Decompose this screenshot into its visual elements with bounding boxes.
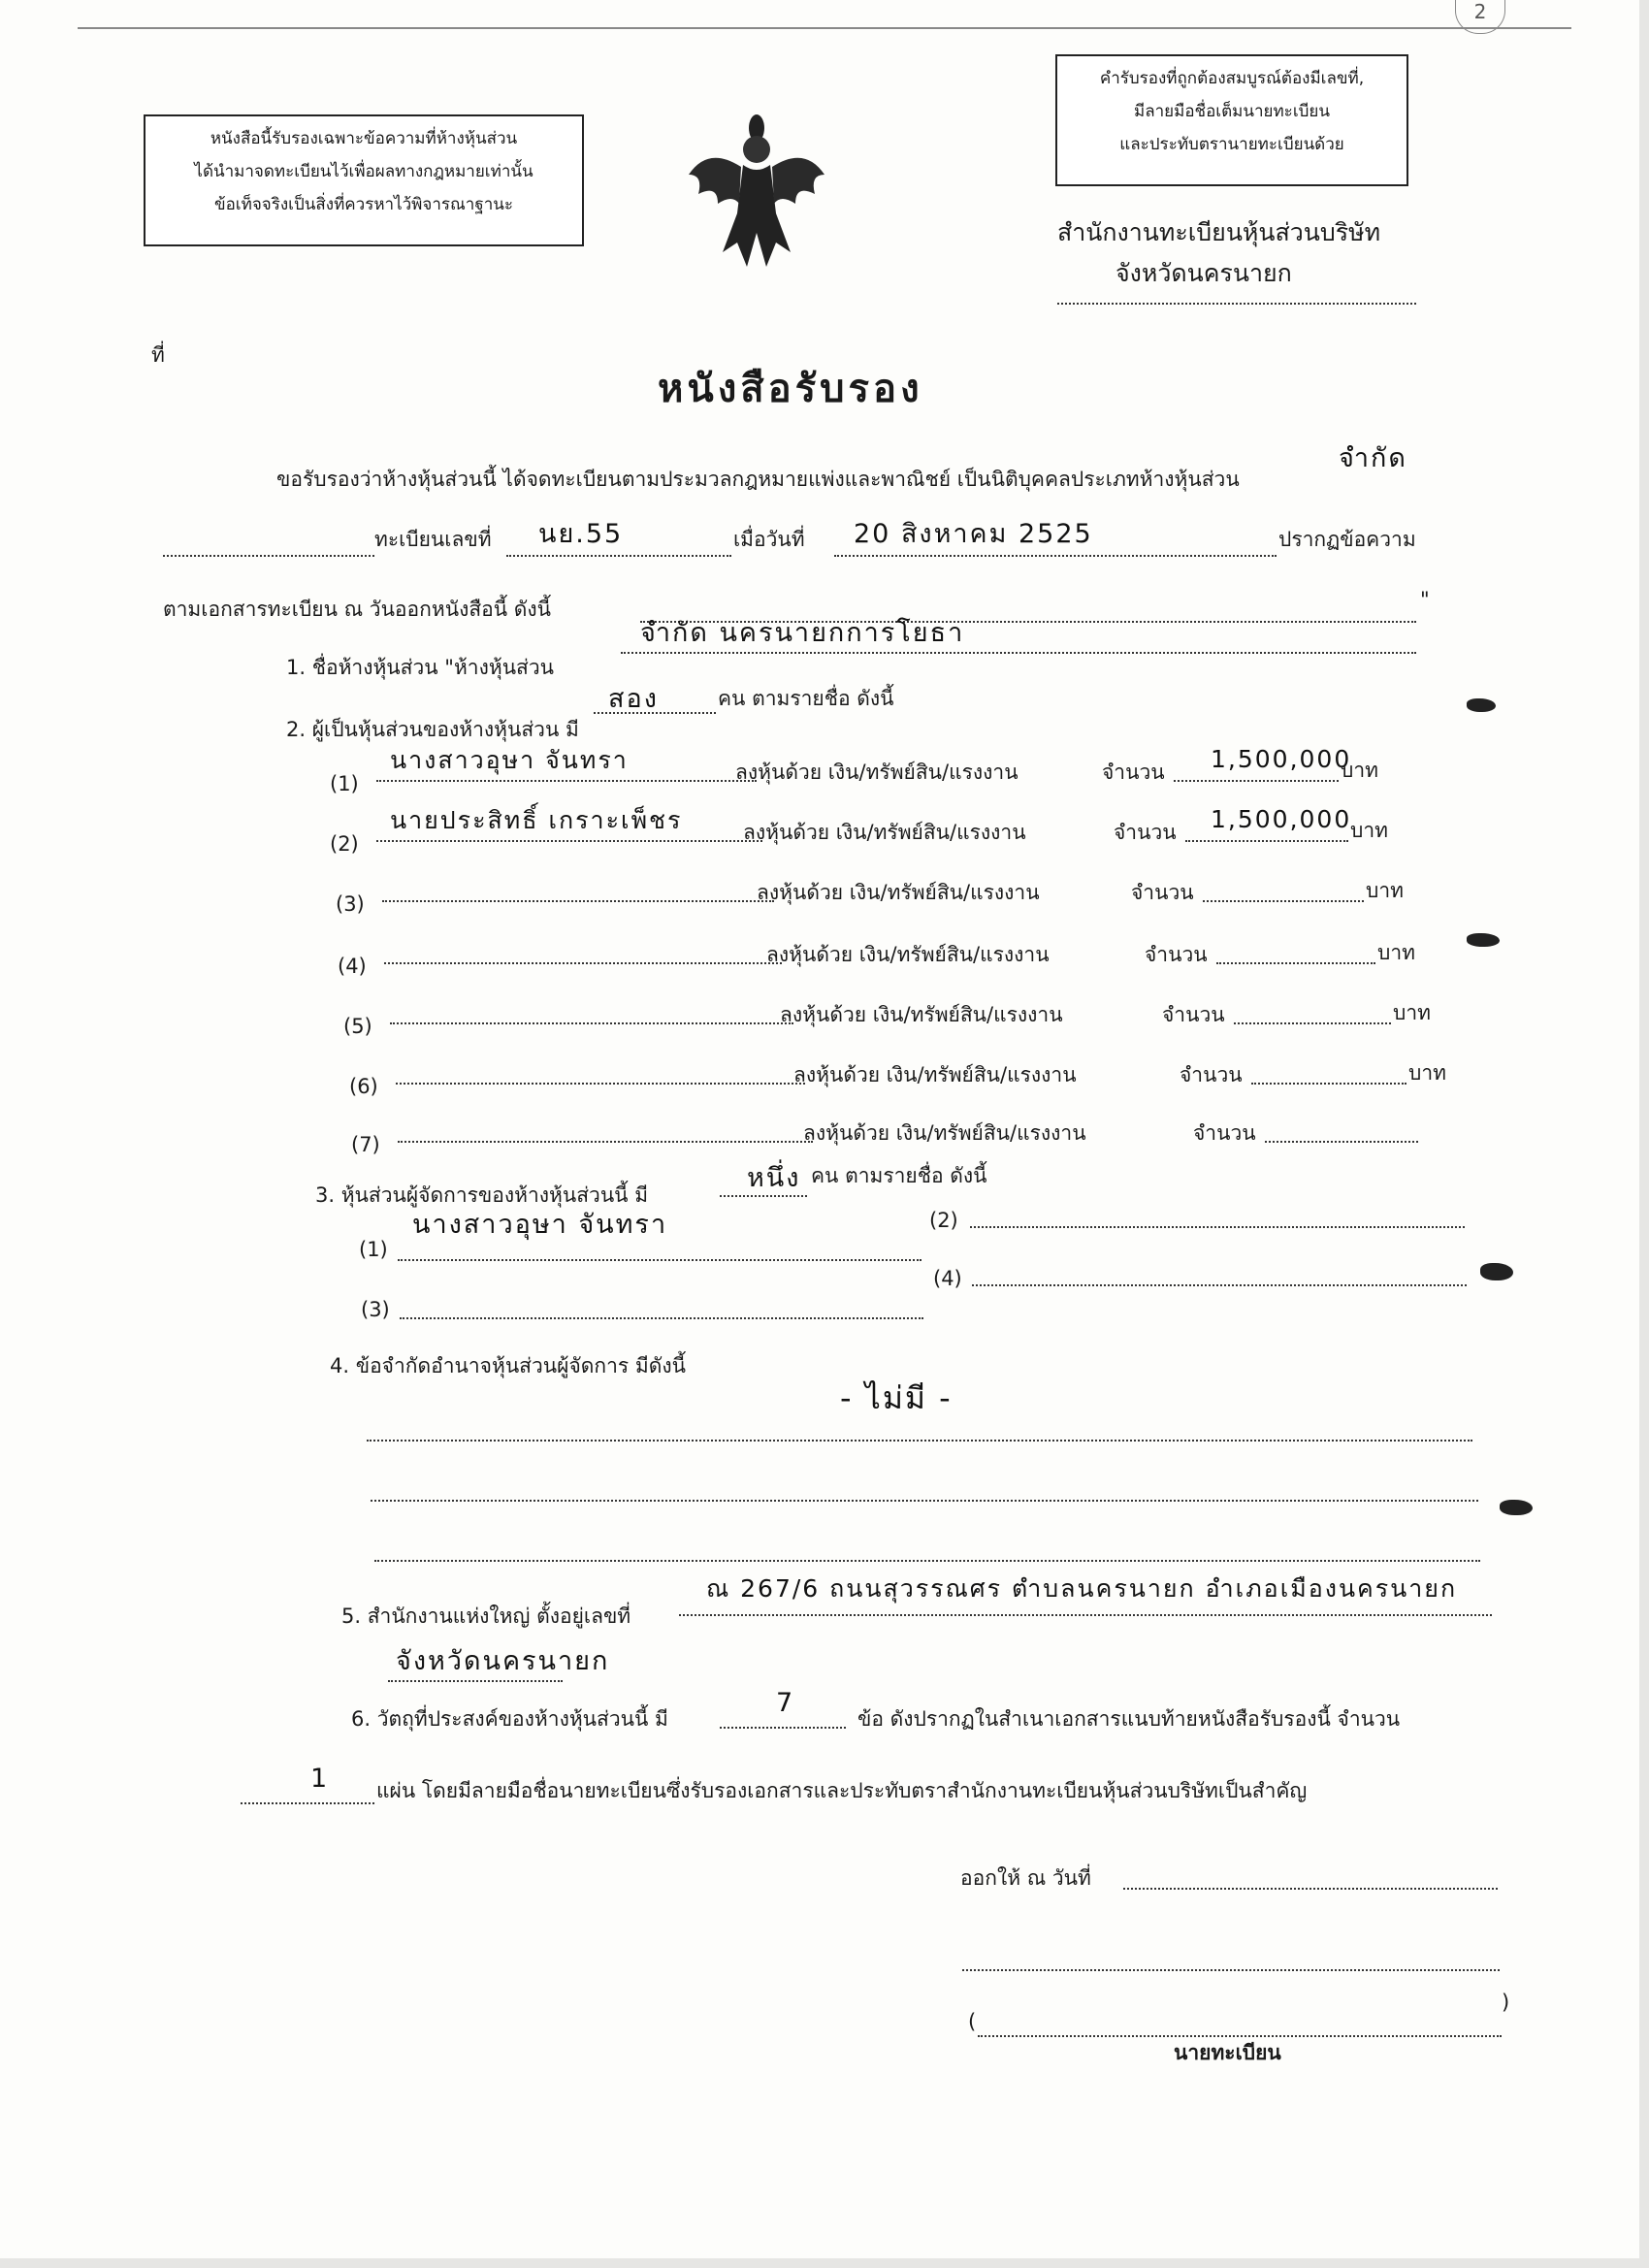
partner-count-dots — [594, 712, 716, 714]
validity-line-2: มีลายมือชื่อเต็มนายทะเบียน — [1134, 102, 1330, 121]
partner-6-invest: ลงหุ้นด้วย เงิน/ทรัพย์สิน/แรงงาน — [793, 1063, 1077, 1086]
scan-edge-right — [1639, 0, 1649, 2268]
partner-3-baht: บาท — [1366, 879, 1404, 902]
signatory-paren-close: ) — [1502, 1991, 1510, 2014]
partner-3-amount-dots — [1203, 900, 1364, 902]
manager-1-dots — [398, 1259, 922, 1261]
document-number-label: ที่ — [151, 343, 165, 367]
appear-text-label: ปรากฏข้อความ — [1278, 528, 1416, 551]
partner-7-name-dots — [398, 1141, 813, 1143]
manager-4-num: (4) — [933, 1267, 962, 1290]
partner-count-value: สอง — [608, 684, 659, 714]
registration-number-value: นย.55 — [538, 519, 624, 549]
partner-2-amount-label: จำนวน — [1114, 821, 1177, 844]
scan-smudge — [1467, 698, 1496, 712]
corner-page-mark: 2 — [1455, 0, 1505, 34]
partner-6-amount-label: จำนวน — [1180, 1063, 1243, 1086]
intro-text: ขอรับรองว่าห้างหุ้นส่วนนี้ ได้จดทะเบียนตามประมวลกฎหมายแพ่งและพาณิชย์ เป็นนิติบุคคลประเภทห้างหุ้นส่วน — [276, 468, 1240, 491]
registration-label: ทะเบียนเลขที่ — [374, 528, 492, 551]
attached-pages-dots — [241, 1802, 374, 1804]
document-title: หนังสือรับรอง — [658, 367, 923, 411]
item4-label: 4. ข้อจำกัดอำนาจหุ้นส่วนผู้จัดการ มีดังนี้ — [330, 1354, 686, 1377]
partner-1-baht: บาท — [1341, 759, 1378, 782]
scan-edge-bottom — [0, 2258, 1649, 2268]
close-quote: " — [1420, 588, 1430, 611]
scan-top-line — [78, 27, 1571, 29]
item2-suffix: คน ตามรายชื่อ ดังนี้ — [718, 687, 894, 710]
validity-line-1: คำรับรองที่ถูกต้องสมบูรณ์ต้องมีเลขที่, — [1099, 69, 1365, 88]
objectives-count-dots — [720, 1727, 846, 1729]
partner-6-name-dots — [396, 1083, 805, 1085]
intro-line-3: ตามเอกสารทะเบียน ณ วันออกหนังสือนี้ ดังนี้ — [163, 598, 552, 621]
office-name: สำนักงานทะเบียนหุ้นส่วนบริษัท — [1057, 218, 1381, 246]
partner-1-name-dots — [376, 780, 757, 782]
manager-1-num: (1) — [359, 1238, 388, 1261]
partner-4-invest: ลงหุ้นด้วย เงิน/ทรัพย์สิน/แรงงาน — [766, 943, 1050, 966]
partner-2-name: นายประสิทธิ์ เกราะเพ็ชร — [390, 806, 683, 834]
registration-date-label: เมื่อวันที่ — [733, 528, 805, 551]
partner-2-baht: บาท — [1350, 819, 1388, 842]
partner-2-name-dots — [376, 840, 762, 842]
registration-date-value: 20 สิงหาคม 2525 — [854, 519, 1093, 549]
partner-4-amount-dots — [1216, 962, 1375, 964]
reg-date-dots — [834, 555, 1277, 557]
disclaimer-line-2: ได้นำมาจดทะเบียนไว้เพื่อผลทางกฎหมายเท่านั้น — [194, 162, 534, 181]
office-province: จังหวัดนครนายก — [1116, 259, 1292, 287]
item4-line-1 — [367, 1440, 1472, 1442]
head-office-province: จังหวัดนครนายก — [396, 1646, 610, 1676]
partner-5-num: (5) — [343, 1015, 372, 1038]
manager-1-name: นางสาวอุษา จันทรา — [412, 1210, 668, 1240]
partner-6-num: (6) — [349, 1075, 378, 1098]
disclaimer-box-left — [144, 114, 584, 246]
partner-3-name-dots — [382, 900, 774, 902]
partner-1-amount-dots — [1174, 780, 1339, 782]
manager-2-dots — [970, 1226, 1465, 1228]
attached-pages-value: 1 — [310, 1764, 330, 1794]
objectives-count-value: 7 — [776, 1688, 795, 1718]
manager-2-num: (2) — [929, 1209, 958, 1232]
partner-7-amount-label: จำนวน — [1193, 1121, 1256, 1145]
validity-note-box-right — [1055, 54, 1408, 186]
partner-1-num: (1) — [330, 772, 359, 795]
partner-3-amount-label: จำนวน — [1131, 881, 1194, 904]
disclaimer-line-1: หนังสือนี้รับรองเฉพาะข้อความที่ห้างหุ้นส่วน — [210, 129, 518, 148]
reg-leading-dots — [163, 555, 374, 557]
partner-5-amount-label: จำนวน — [1162, 1003, 1225, 1026]
partner-4-num: (4) — [338, 955, 367, 978]
partner-7-invest: ลงหุ้นด้วย เงิน/ทรัพย์สิน/แรงงาน — [803, 1121, 1086, 1145]
garuda-emblem-icon — [679, 107, 834, 272]
partner-2-invest: ลงหุ้นด้วย เงิน/ทรัพย์สิน/แรงงาน — [743, 821, 1026, 844]
partner-6-baht: บาท — [1408, 1061, 1446, 1085]
partner-4-name-dots — [384, 962, 782, 964]
scan-smudge — [1480, 1263, 1513, 1280]
item1-label: 1. ชื่อห้างหุ้นส่วน "ห้างหุ้นส่วน — [286, 656, 555, 679]
validity-line-3: และประทับตรานายทะเบียนด้วย — [1119, 135, 1344, 154]
partner-7-amount-dots — [1265, 1141, 1418, 1143]
scan-smudge — [1467, 933, 1500, 947]
manager-limits-value: - ไม่มี - — [840, 1379, 953, 1416]
item2-label: 2. ผู้เป็นหุ้นส่วนของห้างหุ้นส่วน มี — [286, 718, 579, 741]
partnership-name-value: จำกัด นครนายกการโยธา — [640, 618, 965, 648]
partner-5-name-dots — [390, 1022, 793, 1024]
issue-date-label: ออกให้ ณ วันที่ — [960, 1866, 1091, 1890]
item6-mid: ข้อ ดังปรากฏในสำเนาเอกสารแนบท้ายหนังสือรับรองนี้ จำนวน — [857, 1707, 1401, 1731]
partner-5-baht: บาท — [1393, 1001, 1431, 1024]
office-province-underline — [1057, 303, 1416, 305]
partner-6-amount-dots — [1251, 1083, 1406, 1085]
partner-3-num: (3) — [336, 892, 365, 916]
partner-5-amount-dots — [1234, 1022, 1391, 1024]
partnership-type-value: จำกัด — [1339, 443, 1407, 473]
item6-label: 6. วัตถุที่ประสงค์ของห้างหุ้นส่วนนี้ มี — [351, 1707, 668, 1731]
scan-smudge — [1500, 1500, 1533, 1515]
partner-1-invest: ลงหุ้นด้วย เงิน/ทรัพย์สิน/แรงงาน — [735, 761, 1018, 784]
item4-line-3 — [374, 1560, 1480, 1562]
issue-date-dots — [1123, 1888, 1498, 1890]
manager-3-num: (3) — [361, 1298, 390, 1321]
manager-count-dots — [720, 1195, 807, 1197]
item5-dots-1 — [679, 1614, 1492, 1616]
item3-suffix: คน ตามรายชื่อ ดังนี้ — [811, 1164, 987, 1187]
partner-2-num: (2) — [330, 832, 359, 856]
signature-line — [962, 1969, 1500, 1971]
item4-line-2 — [371, 1500, 1478, 1502]
disclaimer-line-3: ข้อเท็จจริงเป็นสิ่งที่ควรหาไว้พิจารณาฐานะ — [213, 195, 514, 214]
item1-dots — [621, 652, 1416, 654]
partner-1-amount: 1,500,000 — [1211, 745, 1352, 773]
manager-count-value: หนึ่ง — [747, 1163, 801, 1193]
partner-1-name: นางสาวอุษา จันทรา — [390, 746, 629, 774]
item5-label: 5. สำนักงานแห่งใหญ่ ตั้งอยู่เลขที่ — [341, 1604, 631, 1628]
item5-dots-2 — [388, 1680, 563, 1682]
partner-4-amount-label: จำนวน — [1145, 943, 1208, 966]
manager-3-dots — [400, 1317, 923, 1319]
head-office-address: ณ 267/6 ถนนสุวรรณศร ตำบลนครนายก อำเภอเมืองนครนายก — [706, 1574, 1458, 1603]
registrar-title: นายทะเบียน — [1174, 2041, 1281, 2064]
partner-4-baht: บาท — [1377, 941, 1415, 964]
signatory-paren-open: ( — [968, 2010, 977, 2033]
item6-tail: แผ่น โดยมีลายมือชื่อนายทะเบียนซึ่งรับรองเอกสารและประทับตราสำนักงานทะเบียนหุ้นส่วนบริษัทเป็นสำคัญ — [376, 1779, 1308, 1802]
reg-number-dots — [506, 555, 731, 557]
partner-2-amount-dots — [1185, 840, 1348, 842]
partner-5-invest: ลงหุ้นด้วย เงิน/ทรัพย์สิน/แรงงาน — [780, 1003, 1063, 1026]
partner-3-invest: ลงหุ้นด้วย เงิน/ทรัพย์สิน/แรงงาน — [757, 881, 1040, 904]
item3-label: 3. หุ้นส่วนผู้จัดการของห้างหุ้นส่วนนี้ มี — [315, 1183, 649, 1207]
manager-4-dots — [972, 1284, 1467, 1286]
partner-1-amount-label: จำนวน — [1102, 761, 1165, 784]
partner-7-num: (7) — [351, 1133, 380, 1156]
partner-2-amount: 1,500,000 — [1211, 805, 1352, 833]
